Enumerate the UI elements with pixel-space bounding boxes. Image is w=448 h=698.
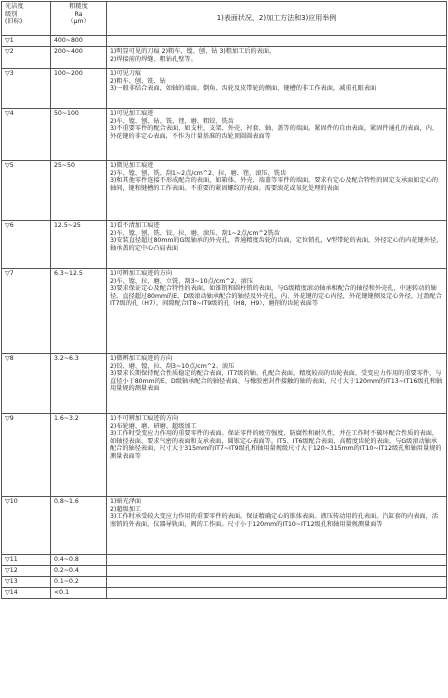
description-line: 2)车、镗、刨、钻、铣、锉、磨、粗铰、铣齿: [110, 117, 234, 125]
description-cell: [107, 497, 447, 555]
description-cell: [107, 47, 447, 69]
grade-cell: ▽11: [2, 555, 51, 566]
table-row: [2, 414, 447, 497]
table-row: [2, 161, 447, 221]
table-row: [2, 109, 447, 161]
description-line: 3)一般非结合表面，如轴的端面、倒角、齿轮及皮带轮的侧面、键槽的非工作表面，减重孔眼表面: [110, 85, 377, 93]
description-line: 1)可见加工痕迹: [110, 110, 154, 117]
header-ra-line-2: Ra: [74, 10, 83, 18]
description-line: 3)不重要零件的配合表面，如支柱、支架、外壳、衬套、轴、盖等的端面。紧固件的自由表面，紧固件通孔的表面，内、外花键的非定心表面，不作为计量基准的齿轮顶圆圆表面等: [110, 125, 439, 140]
description-cell: [107, 566, 447, 577]
description-line: 1)微见加工痕迹: [110, 162, 154, 169]
description-line: 1)不可辨加工痕迹的方向: [110, 415, 179, 422]
header-grade-cell: [2, 2, 51, 36]
description-cell: [107, 109, 447, 161]
ra-cell: 6.3~12.5: [51, 269, 107, 354]
ra-cell: 12.5~25: [51, 221, 107, 269]
ra-cell: <0.1: [51, 588, 107, 599]
description-cell: [107, 577, 447, 588]
description-line: 2)粗车、刨、铣、钻: [110, 77, 166, 85]
table-row: [2, 588, 447, 599]
description-line: 3)要求保证定心及配合特性的表面，如锥销和圆柱销的表面，与G级精度滚动轴承相配合的轴径和外壳孔，中速转动的轴径，直径超过80mm的E、D级滚动轴承配合的轴径及外壳孔，内、外花键的定心内径，外花键键侧及定心外径，过盈配合IT7级的孔（H7），间隙配合IT8~IT9级的孔（H8，H9），磨削的齿轮表面等: [110, 285, 442, 308]
description-line: 3)工作时承受较大变应力作用的重要零件的表面。保证精确定心的锥体表面。液压传动用的孔表面。汽缸套的内表面，活塞销的外表面，仪器导轨面，阀的工作面。尺寸小于120mm的IT10~IT12级孔和轴用量规测量面等: [110, 513, 439, 528]
grade-cell: ▽13: [2, 577, 51, 588]
grade-cell: ▽10: [2, 497, 51, 555]
ra-cell: 0.4~0.8: [51, 555, 107, 566]
ra-cell: 0.8~1.6: [51, 497, 107, 555]
description-line: 1)明显可见的刀痕 2)粗车、镗、刨、钻 3)粗加工后的表面，: [110, 48, 276, 55]
header-grade-line-3: (旧标): [5, 18, 23, 26]
description-cell: [107, 221, 447, 269]
header-grade-line-1: 光洁度: [5, 3, 24, 10]
ra-cell: 1.6~3.2: [51, 414, 107, 497]
grade-cell: ▽1: [2, 36, 51, 47]
description-line: 3)和其他零件连接不形成配合的表面，如箱体、外壳、端盖等零件的端面。要求有定心及配合特性的固定支承面如定心的轴间，键和键槽的工作表面。不重要的紧固螺纹的表面。需要滚花或氧化处理的表面: [110, 177, 439, 192]
table-row: [2, 269, 447, 354]
header-description-cell: 1)表面状况、2)加工方法和3)应用举例: [107, 2, 447, 36]
description-line: 2)超级加工: [110, 505, 142, 513]
description-line: 2)车、镗、刨、铣、铰、拉、磨、滚压、刮1~2点/cm^2铣齿: [110, 229, 280, 237]
header-ra-line-1: 粗糙度: [69, 3, 88, 10]
table-header-row: [2, 2, 447, 36]
description-line: 3)安装直径超过80mm的G级轴承的外壳孔，普通精度齿轮的齿面，定位销孔，V型带轮的表面，外径定心的内花键外径，轴承盖的定中心凸肩表面: [110, 237, 443, 252]
header-grade-line-2: 级别: [5, 10, 18, 18]
roughness-table: [1, 1, 447, 599]
grade-cell: ▽6: [2, 221, 51, 269]
table-row: [2, 47, 447, 69]
table-row: [2, 566, 447, 577]
description-line: 2)布轮磨、磨、研磨、超级加工: [110, 422, 197, 430]
grade-cell: ▽5: [2, 161, 51, 221]
description-cell: [107, 36, 447, 47]
ra-cell: 50~100: [51, 109, 107, 161]
description-line: 1)暗光泽面: [110, 498, 142, 505]
grade-cell: ▽14: [2, 588, 51, 599]
grade-cell: ▽3: [2, 69, 51, 109]
description-line: 3)要求长期保持配合性质稳定的配合表面，IT7级的轴、孔配合表面，精度较高的齿轮表面，受变应力作用的重要零件，与直径小于80mm的E、D级轴承配合的轴径表面、与橡胶密封件接触的轴的表面，尺寸大于120mm的IT13~IT16级孔和轴用量规的测量表面: [110, 370, 443, 393]
description-line: 1)看不清加工痕迹: [110, 222, 160, 229]
description-line: 2)车、镗、拉、磨、立铣、刮3~10点/cm^2、滚压: [110, 277, 253, 285]
grade-cell: ▽4: [2, 109, 51, 161]
description-cell: [107, 354, 447, 414]
ra-cell: 400~800: [51, 36, 107, 47]
description-cell: [107, 269, 447, 354]
table-row: [2, 221, 447, 269]
table-row: [2, 69, 447, 109]
description-cell: [107, 555, 447, 566]
grade-cell: ▽7: [2, 269, 51, 354]
description-line: 1)微辨加工痕迹的方向: [110, 355, 173, 362]
description-cell: [107, 414, 447, 497]
description-line: 2)焊接前的焊缝、粗钻孔壁等。: [110, 55, 197, 63]
grade-cell: ▽2: [2, 47, 51, 69]
ra-cell: 200~400: [51, 47, 107, 69]
header-ra-line-3: （μm）: [67, 18, 90, 26]
description-cell: [107, 588, 447, 599]
header-ra-cell: [51, 2, 107, 36]
description-cell: [107, 161, 447, 221]
grade-cell: ▽12: [2, 566, 51, 577]
description-line: 3)工作时受变应力作用的重要零件的表面。保证零件的疲劳强度、防腐性和耐久性，并在工作时不破坏配合性质的表面，如轴径表面、要求气密的表面和支承表面，圆锥定心表面等。IT5、IT6级配合表面、高精度齿轮的表面，与G级滚动轴承配合的轴径表面，尺寸大于315mm的IT7~IT9级孔和轴用量规级尺寸大于120~315mm的IT10~IT12级孔和轴用量规的测量表面等: [110, 430, 442, 460]
grade-cell: ▽9: [2, 414, 51, 497]
description-line: 2)铰、磨、镗、拉、刮3~10点/cm^2、滚压: [110, 362, 235, 370]
table-row: [2, 354, 447, 414]
ra-cell: 0.1~0.2: [51, 577, 107, 588]
table-row: [2, 36, 447, 47]
table-row: [2, 555, 447, 566]
description-line: 2)车、镗、刨、铣、刮1~2点/cm^2、拉、磨、锉、滚压、铣齿: [110, 169, 287, 177]
grade-cell: ▽8: [2, 354, 51, 414]
ra-cell: 100~200: [51, 69, 107, 109]
ra-cell: 25~50: [51, 161, 107, 221]
table-row: [2, 577, 447, 588]
table-row: [2, 497, 447, 555]
ra-cell: 3.2~6.3: [51, 354, 107, 414]
description-line: 1)可见刀痕: [110, 70, 142, 77]
description-line: 1)可辨加工痕迹的方向: [110, 270, 173, 277]
ra-cell: 0.2~0.4: [51, 566, 107, 577]
description-cell: [107, 69, 447, 109]
